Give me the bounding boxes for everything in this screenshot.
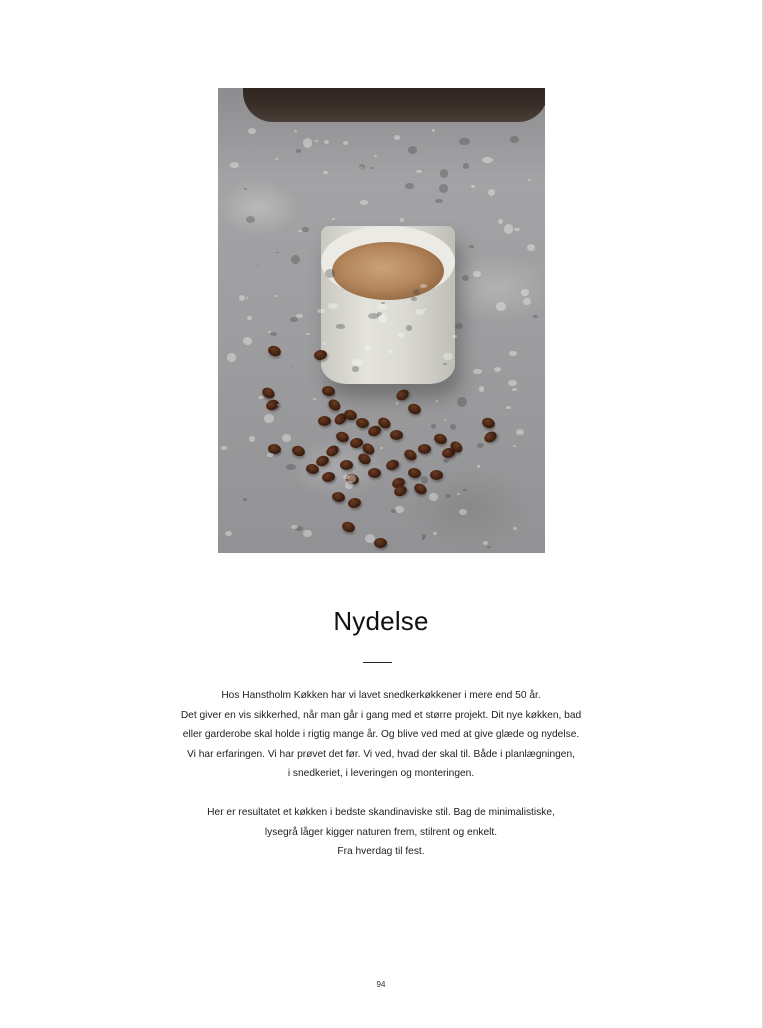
coffee-bean: [482, 429, 498, 444]
stone-speck: [457, 493, 460, 495]
body-line: Fra hverdag til fest.: [337, 846, 425, 857]
coffee-bean: [318, 416, 331, 426]
coffee-bean: [355, 417, 370, 429]
stone-speck: [488, 189, 495, 196]
coffee-bean: [402, 447, 418, 462]
stone-speck: [433, 532, 438, 536]
coffee-bean: [385, 458, 401, 472]
stone-speck: [380, 447, 383, 449]
stone-speck: [264, 414, 275, 423]
stone-speck: [436, 400, 438, 402]
stone-speck: [439, 184, 448, 192]
stone-speck: [498, 219, 504, 224]
stone-speck: [306, 333, 309, 335]
stone-speck: [514, 228, 519, 231]
stone-speck: [432, 129, 435, 132]
coffee-bean: [291, 444, 307, 458]
stone-speck: [388, 350, 392, 353]
stone-speck: [400, 218, 404, 221]
stone-speck: [243, 337, 252, 345]
coffee-bean: [340, 460, 353, 470]
coffee-bean: [321, 385, 336, 397]
stone-speck: [227, 353, 236, 362]
stone-speck: [429, 493, 437, 501]
stone-speck: [523, 298, 530, 305]
stone-speck: [328, 303, 337, 309]
stone-speck: [477, 443, 484, 448]
stone-speck: [352, 366, 359, 372]
stone-speck: [374, 155, 376, 157]
stone-speck: [420, 284, 428, 288]
stone-speck: [521, 289, 529, 297]
stone-speck: [473, 369, 482, 374]
stone-speck: [270, 332, 277, 336]
body-line: Det giver en vis sikkerhed, når man går i gang med et større projekt. Dit nye køkken, bad: [180, 709, 582, 721]
stone-speck: [463, 489, 466, 491]
stone-speck: [416, 170, 422, 173]
stone-speck: [504, 224, 513, 234]
stone-speck: [471, 185, 475, 188]
stone-speck: [359, 164, 365, 170]
body-line: Hos Hanstholm Køkken har vi lavet snedkerkøkkener i mere end 50 år.: [221, 690, 541, 701]
stone-speck: [396, 402, 399, 405]
stone-speck: [247, 316, 252, 320]
stone-speck: [462, 275, 469, 281]
coffee-bean: [390, 430, 403, 440]
paragraph-1: [0, 686, 762, 784]
coffee-bean: [407, 402, 423, 416]
stone-speck: [431, 424, 436, 429]
page-title: Nydelse: [333, 606, 429, 636]
stone-speck: [302, 227, 308, 232]
stone-speck: [422, 534, 426, 539]
coffee-cup-photo: [218, 88, 545, 553]
stone-speck: [249, 436, 256, 442]
stone-speck: [370, 167, 373, 169]
coffee-bean: [433, 432, 449, 446]
stone-speck: [277, 404, 279, 406]
stone-speck: [435, 199, 443, 204]
body-text: [0, 686, 762, 862]
stone-speck: [267, 453, 274, 458]
coffee-bean: [374, 538, 387, 548]
stone-speck: [230, 162, 239, 168]
stone-speck: [496, 302, 506, 311]
stone-speck: [463, 163, 469, 168]
stone-speck: [440, 169, 449, 178]
stone-speck: [244, 188, 247, 190]
coffee-bean: [331, 491, 346, 503]
stone-speck: [291, 255, 300, 265]
stone-speck: [282, 434, 291, 442]
stone-speck: [395, 506, 404, 513]
stone-speck: [527, 244, 536, 251]
stone-speck: [276, 252, 278, 253]
stone-speck: [450, 262, 452, 264]
stone-speck: [239, 295, 245, 301]
stone-speck: [482, 157, 493, 163]
body-line: eller garderobe skal holde i rigtig mange år. Og blive ved med at give glæde og nydelse.: [182, 729, 580, 740]
stone-speck: [317, 309, 325, 313]
stone-speck: [257, 265, 259, 266]
stone-speck: [509, 351, 517, 356]
stone-speck: [405, 183, 413, 189]
stone-speck: [512, 388, 517, 391]
coffee-bean: [412, 481, 428, 496]
stone-speck: [411, 297, 417, 301]
stone-speck: [377, 304, 387, 310]
stone-speck: [513, 527, 517, 530]
stone-speck: [324, 140, 330, 145]
photo-wooden-board: [243, 88, 545, 122]
stone-speck: [459, 509, 467, 516]
stone-speck: [477, 465, 480, 468]
stone-speck: [455, 323, 463, 329]
stone-speck: [450, 424, 456, 430]
stone-speck: [381, 302, 385, 304]
paragraph-2: [0, 803, 762, 862]
body-line: Her er resultatet et køkken i bedste skandinaviske stil. Bag de minimalistiske,: [207, 807, 555, 818]
coffee-bean: [347, 497, 362, 509]
page-number: 94: [376, 980, 386, 989]
coffee-bean: [267, 344, 283, 358]
stone-speck: [506, 406, 512, 409]
stone-speck: [360, 200, 368, 205]
stone-speck: [332, 218, 334, 220]
coffee-bean: [368, 468, 381, 478]
stone-speck: [294, 130, 297, 132]
stone-speck: [336, 324, 344, 329]
stone-speck: [275, 295, 278, 297]
coffee-bean: [394, 387, 410, 402]
title-divider: [363, 662, 392, 663]
stone-speck: [221, 446, 227, 451]
stone-speck: [243, 498, 247, 501]
stone-speck: [473, 271, 481, 276]
stone-speck: [459, 138, 469, 144]
stone-speck: [290, 317, 298, 322]
stone-speck: [296, 149, 301, 152]
stone-speck: [291, 366, 293, 367]
stone-speck: [444, 419, 446, 421]
coffee-bean: [341, 520, 357, 534]
stone-speck: [483, 541, 488, 544]
stone-speck: [469, 245, 473, 247]
coffee-bean: [481, 416, 497, 430]
stone-speck: [291, 525, 298, 529]
stone-speck: [443, 459, 449, 464]
stone-speck: [313, 398, 316, 400]
stone-speck: [303, 530, 311, 538]
coffee-bean: [430, 470, 443, 480]
stone-speck: [298, 230, 301, 232]
coffee-bean: [326, 397, 342, 413]
stone-speck: [323, 342, 326, 344]
stone-speck: [286, 464, 296, 470]
stone-speck: [443, 353, 453, 359]
stone-speck: [225, 531, 232, 536]
body-line: lysegrå låger kigger naturen frem, stilrent og enkelt.: [264, 826, 498, 838]
stone-speck: [352, 359, 363, 366]
stone-speck: [510, 136, 519, 143]
stone-speck: [487, 546, 491, 548]
stone-speck: [528, 179, 530, 182]
stone-speck: [421, 476, 428, 484]
stone-speck: [258, 396, 264, 399]
stone-speck: [275, 158, 278, 161]
body-line: i snedkeriet, i leveringen og monteringen.: [287, 768, 475, 779]
stone-speck: [268, 331, 270, 333]
stone-speck: [246, 297, 248, 299]
stone-speck: [408, 146, 417, 154]
photo-coffee-crema: [332, 242, 444, 300]
coffee-bean: [418, 444, 431, 454]
stone-speck: [533, 315, 538, 318]
stone-speck: [452, 335, 457, 338]
stone-speck: [479, 386, 484, 392]
coffee-bean: [407, 467, 422, 479]
coffee-bean: [335, 430, 351, 444]
stone-speck: [513, 445, 516, 447]
stone-speck: [457, 397, 467, 408]
stone-speck: [303, 138, 312, 147]
stone-speck: [248, 128, 256, 134]
stone-speck: [315, 140, 318, 142]
stone-speck: [413, 289, 420, 295]
stone-speck: [246, 216, 255, 223]
coffee-bean: [321, 471, 336, 483]
stone-speck: [365, 345, 370, 350]
stone-speck: [516, 429, 525, 435]
stone-speck: [343, 141, 349, 145]
stone-speck: [446, 494, 450, 498]
stone-speck: [494, 367, 501, 372]
stone-speck: [323, 171, 328, 174]
body-line: Vi har erfaringen. Vi har prøvet det før. Vi ved, hvad der skal til. Både i planlægningen,: [187, 748, 575, 760]
stone-speck: [508, 380, 517, 386]
stone-speck: [394, 135, 400, 140]
